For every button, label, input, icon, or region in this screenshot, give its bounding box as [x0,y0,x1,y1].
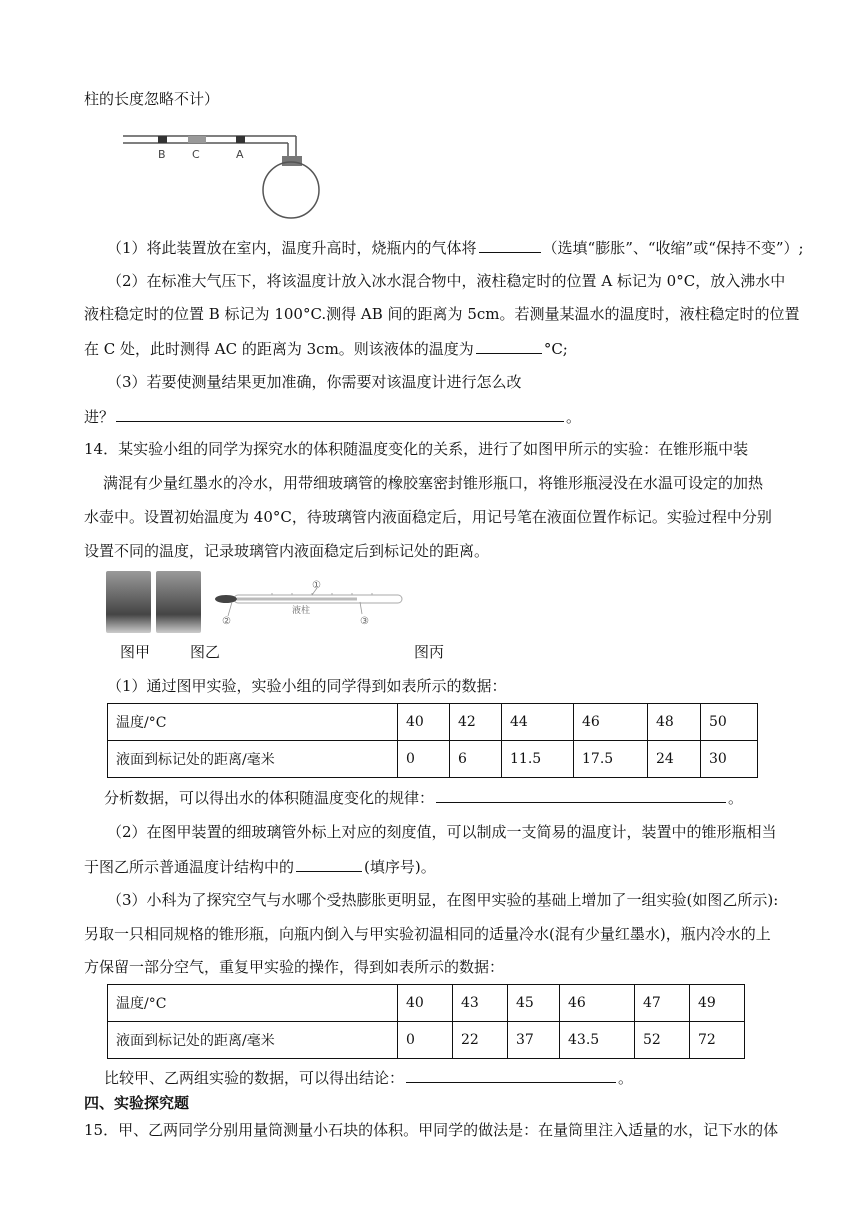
q14-line4: 设置不同的温度，记录玻璃管内液面稳定后到标记处的距离。 [84,542,490,560]
section-heading: 四、实验探究题 [84,1094,190,1112]
q14-part3-line1: （3）小科为了探究空气与水哪个受热膨胀更明显，在图甲实验的基础上增加了一组实验(如图乙所示): [107,891,779,909]
answer-blank-4[interactable] [436,786,726,803]
table-cell: 42 [450,704,502,741]
q13-flask-thermometer-figure [118,128,328,220]
table-header-cell: 温度/°C [108,985,398,1022]
caption-jia: 图甲 [120,643,151,661]
caption-bing: 图丙 [414,643,445,661]
label-a: A [236,148,244,161]
table-cell: 44 [502,704,574,741]
q14-part3-line3: 方保留一部分空气，重复甲实验的操作，得到如表所示的数据： [84,958,505,976]
table-cell: 22 [453,1022,508,1059]
table-cell: 17.5 [574,741,648,778]
answer-blank-2[interactable] [476,337,542,354]
q13-part1: （1）将此装置放在室内，温度升高时，烧瓶内的气体将 （选填“膨胀”、“收缩”或“保持不变”）; [107,236,804,259]
figure-jia-photo [106,571,151,633]
table-row [108,985,745,1022]
q13-part3-line2: 进？ 。 [84,405,581,428]
q13-part3-line1: （3）若要使测量结果更加准确，你需要对该温度计进行怎么改 [107,373,522,391]
table-cell: 48 [648,704,701,741]
table-cell: 46 [560,985,635,1022]
table-cell: 37 [508,1022,560,1059]
table-cell: 40 [398,704,450,741]
table-cell: 6 [450,741,502,778]
table-cell: 0 [398,1022,453,1059]
answer-blank-1[interactable] [479,236,541,253]
q14-part2-line2: 于图乙所示普通温度计结构中的 (填序号)。 [84,855,436,878]
liquid-column [188,136,206,143]
q13-part2-line2: 液柱稳定时的位置 B 标记为 100°C.测得 AB 间的距离为 5cm。若测量某温水的温度时，液柱稳定时的位置 [84,305,800,323]
table-header-cell: 液面到标记处的距离/毫米 [108,741,398,778]
table-cell: 45 [508,985,560,1022]
q14-part3-line2: 另取一只相同规格的锥形瓶，向瓶内倒入与甲实验初温相同的适量冷水(混有少量红墨水)，瓶内冷水的上 [84,925,771,943]
table-header-cell: 温度/°C [108,704,398,741]
marker-b [158,136,167,143]
table-cell: 24 [648,741,701,778]
label-b: B [158,148,166,161]
figure-yi-photo [156,571,201,633]
table-cell: 46 [574,704,648,741]
q14-conclusion: 比较甲、乙两组实验的数据，可以得出结论： 。 [104,1066,633,1089]
table-header-cell: 液面到标记处的距离/毫米 [108,1022,398,1059]
answer-blank-5[interactable] [296,855,362,872]
data-table-2 [107,984,745,1059]
table-cell: 43.5 [560,1022,635,1059]
table-row [108,1022,745,1059]
q15-line1: 15．甲、乙两同学分别用量筒测量小石块的体积。甲同学的做法是：在量筒里注入适量的水，记下水的体 [84,1121,779,1139]
table-cell: 52 [635,1022,690,1059]
table-cell: 40 [398,985,453,1022]
label-one: ① [312,580,321,591]
table-cell: 72 [690,1022,745,1059]
answer-blank-6[interactable] [406,1066,616,1083]
q14-part2-line1: （2）在图甲装置的细玻璃管外标上对应的刻度值，可以制成一支简易的温度计，装置中的锥形瓶相当 [107,823,777,841]
table-cell: 49 [690,985,745,1022]
answer-blank-3[interactable] [116,405,564,422]
data-table-1 [107,703,758,778]
label-c: C [192,148,200,161]
table-cell: 11.5 [502,741,574,778]
label-two: ② [222,616,231,627]
label-liquid-column: 液柱 [292,606,311,616]
caption-yi: 图乙 [190,643,221,661]
q13-part2-line3: 在 C 处，此时测得 AC 的距离为 3cm。则该液体的温度为 °C; [84,337,568,360]
table-row [108,704,758,741]
q14-line1: 14．某实验小组的同学为探究水的体积随温度变化的关系，进行了如图甲所示的实验：在锥形瓶中装 [84,440,749,458]
marker-a [236,136,245,143]
q13-part2-line1: （2）在标准大气压下，将该温度计放入冰水混合物中，液柱稳定时的位置 A 标记为 0°C，放入沸水中 [107,272,786,290]
table-cell: 0 [398,741,450,778]
table-cell: 50 [701,704,758,741]
q14-line2: 满混有少量红墨水的冷水，用带细玻璃管的橡胶塞密封锥形瓶口，将锥形瓶浸没在水温可设定的加热 [103,474,764,492]
table-row [108,741,758,778]
q14-line3: 水壶中。设置初始温度为 40°C，待玻璃管内液面稳定后，用记号笔在液面位置作标记。实验过程中分别 [84,508,772,526]
q13-intro-tail: 柱的长度忽略不计） [84,90,220,108]
label-three: ③ [360,616,369,627]
table-cell: 47 [635,985,690,1022]
table-cell: 43 [453,985,508,1022]
q14-part1: （1）通过图甲实验，实验小组的同学得到如表所示的数据： [107,677,507,695]
figure-bing-thermometer [212,578,407,628]
table-cell: 30 [701,741,758,778]
q14-analysis: 分析数据，可以得出水的体积随温度变化的规律： 。 [104,786,743,809]
